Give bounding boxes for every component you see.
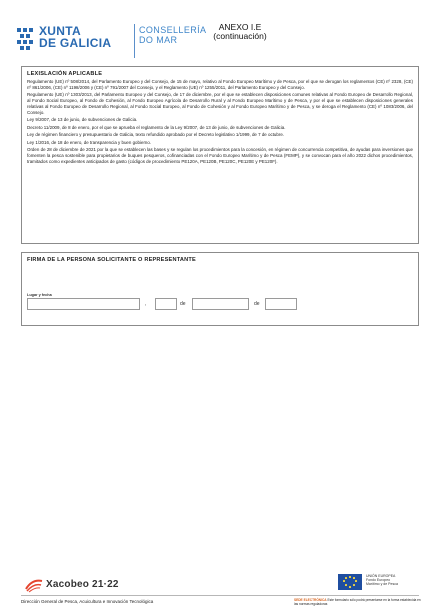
eu-flag-icon [338,574,362,590]
logo-divider [134,24,135,58]
legislation-box [21,66,419,244]
dept-line-2: DO MAR [139,35,178,45]
annex-heading [205,23,275,41]
eu-fund-text [366,574,424,587]
org-name [39,25,111,49]
xacobeo-logo [24,576,144,594]
org-line-2: DE GALICIA [39,36,112,50]
department-name [139,25,206,45]
electronic-text: Este formulario sólo podrá presentarse en la forma establecida en las normas reguladoras [294,598,421,606]
eu-text-line-1: UNIÓN EUROPEA [366,574,396,578]
xunta-logo [15,22,207,58]
xacobeo-swirl-icon [24,577,44,593]
footer-divider [21,595,419,596]
de-separator-1: de [180,301,186,307]
eu-text-line-2: Fondo Europeo [366,578,391,583]
legislation-item: Ley 1/2016, de 18 de enero, de transparencia y buen gobierno. [27,139,152,145]
xunta-emblem-icon [15,26,35,54]
electronic-brand: SEDE ELECTRÓNICA [294,598,327,602]
year-field[interactable] [265,298,297,310]
month-field[interactable] [192,298,249,310]
footer-department: Dirección General de Pesca, Acuicultura e Innovación Tecnológica [21,599,154,604]
eu-funding-logo [334,572,424,596]
legislation-item: Orden de 28 de diciembre de 2021 por la que se establecen las bases y se regulan los procedimientos para la concesión, en régimen de concurrencia competitiva, de ayudas para inversiones que fomenten la pesca sostenible para propietarios de buques pesqueros, cofinanciadas con el Fondo Europeo Marítimo y de Pesca (FEMP), y se convocan para el año 2022 dichos procedimientos, tramitados como expedientes anticipados de gasto (códigos de procedimiento PE120A, PE120B, PE120C, PE120E y PE120F). [27,147,413,164]
signature-title: FIRMA DE LA PERSONA SOLICITANTE O REPRESENTANTE [27,257,196,263]
legislation-item: Ley de régimen financiero y presupuestario de Galicia, texto refundido aprobado por el Decreto legislativo 1/1999, de 7 de octubre. [27,132,285,138]
legislation-item: Ley 9/2007, de 13 de junio, de subvenciones de Galicia. [27,117,138,123]
place-date-label: Lugar y fecha [27,293,52,297]
eu-text-line-3: Marítimo y de Pesca [366,582,398,587]
legislation-item: Regulamento (UE) nº 508/2014, del Parlamento Europeo y del Consejo, de 15 de mayo, relativo al Fondo Europeo Marítimo y de Pesca, por el que se derogan los reglamentos (CE) nº 2328, (CE) nº 861/2006, (CE) nº 1198/2006 y (CE) nº 791/2007 del Consejo, y el Reglamento (UE) nº 1255/2011, del Parlamento Europeo y del Consejo. [27,79,413,90]
place-field[interactable] [27,298,140,310]
annex-subtitle: (continuación) [213,31,267,41]
dept-line-1: CONSELLERÍA [139,25,207,35]
electronic-office-note [294,599,424,607]
xacobeo-text: Xacobeo 21·22 [46,579,119,590]
comma-separator: , [145,301,147,307]
signature-box [21,252,419,326]
legislation-item: Decreto 11/2009, de 8 de enero, por el que se aprueba el reglamento de la Ley 9/2007, de 13 de junio, de subvenciones de Galicia. [27,124,286,130]
day-field[interactable] [155,298,177,310]
de-separator-2: de [254,301,260,307]
legislation-title: LEXISLACIÓN APLICABLE [27,71,103,77]
annex-title: ANEXO I.E [218,22,262,32]
legislation-item: Regulamento (UE) nº 1303/2013, del Parlamento Europeo y del Consejo, de 17 de diciembre, por el que se establecen disposiciones comunes relativas al Fondo Europeo de Desarrollo Regional, al Fondo Social Europeo, al Fondo de Cohesión, al Fondo Europeo Agrícola de Desarrollo Rural y al Fondo Europeo Marítimo y de Pesca, y por el que se establecen disposiciones generales relativas al Fondo Europeo de Desarrollo Regional, al Fondo Social Europeo, al Fondo de Cohesión y al Fondo Europeo Marítimo y de Pesca, y se deroga el Reglamento (CE) nº 1083/2006, del Consejo. [27,92,413,116]
org-line-1: XUNTA [39,24,81,38]
